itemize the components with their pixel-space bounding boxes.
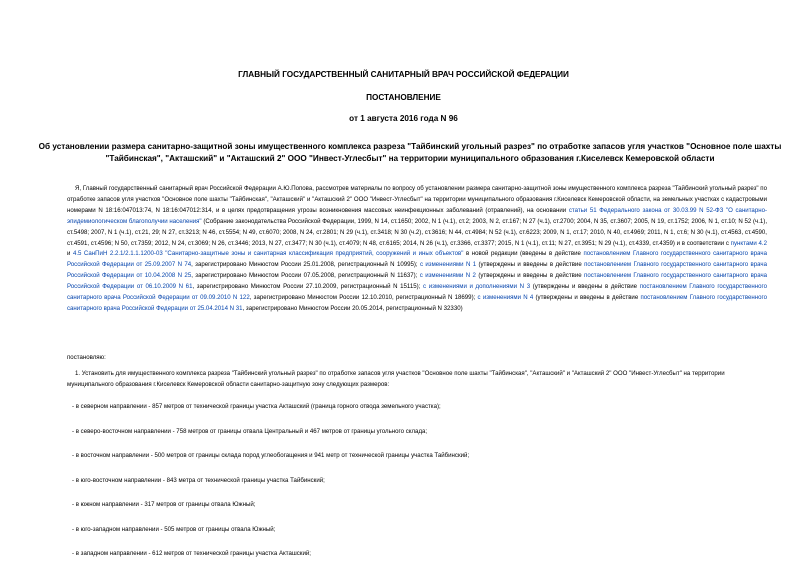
list-item: - в юго-западном направлении - 505 метров от границы отвала Южный; [72, 525, 276, 533]
link-sanpin-points-4-2[interactable]: пунктами 4.2 [730, 239, 767, 247]
preamble-text: , зарегистрировано Минюстом России 20.05.2014, регистрационный N 32330) [242, 304, 463, 312]
link-federal-law-art51[interactable]: статьи 51 Федерального закона от 30.03.99 N 52-ФЗ "О санитарно-эпидемиологическом благополучии населения" [67, 206, 767, 225]
list-item: - в юго-восточном направлении - 843 метра от технической границы участка Тайбинский; [72, 476, 325, 484]
preamble-text: , зарегистрировано Минюстом России 25.01.2008, регистрационный N 10995); [191, 261, 420, 269]
link-sanpin-4-5[interactable]: 4.5 СанПиН 2.2.1/2.1.1.1200-03 "Санитарно-защитные зоны и санитарная классификация предприятий, сооружений и иных объектов" [72, 250, 464, 258]
link-resolution-25[interactable]: постановлением Главного государственного санитарного врача Российской Федерации от 10.04.2008 N 25 [67, 261, 767, 280]
link-resolution-31[interactable]: постановлением Главного государственного санитарного врача Российской Федерации от 25.04.2014 N 31 [67, 294, 767, 312]
document-date-number: от 1 августа 2016 года N 96 [349, 114, 458, 123]
document-type: ПОСТАНОВЛЕНИЕ [366, 93, 441, 102]
link-amendments-4[interactable]: с изменениями N 4 [477, 294, 534, 302]
preamble-text: , зарегистрировано Минюстом России 07.05.2008, регистрационный N 11637); [191, 272, 420, 280]
preamble-text: в новой редакции (введены в действие [463, 250, 584, 258]
preamble-text: , зарегистрировано Минюстом России 12.10.2010, регистрационный N 18699); [249, 294, 478, 302]
link-amendments-3[interactable]: с изменениями и дополнениями N 3 [423, 283, 531, 291]
direction-list [72, 402, 469, 574]
preamble-text: (утверждены и введены в действие [475, 272, 585, 280]
document-title: Об установлении размера санитарно-защитной зоны имущественного комплекса разреза "Тайбинский угольный разрез" по отработке запасов угля участков "Основное поле шахты "Тайбинская", "Акташский" и "Акташский 2" ООО "Инвест-Углесбыт" на территории муниципального образования г.Киселевск Кемеровской области [38, 142, 782, 163]
preamble-text: (утверждены и введены в действие [530, 283, 640, 291]
list-item: - в западном направлении - 612 метров от технической границы участка Акташский; [72, 550, 311, 557]
link-resolution-61[interactable]: постановлением Главного государственного санитарного врача Российской Федерации от 06.10.2009 N 61 [67, 272, 768, 291]
preamble-text: и [67, 250, 73, 258]
link-amendments-2[interactable]: с изменениями N 2 [419, 272, 476, 280]
list-item: - в восточном направлении - 500 метров от границы склада пород углеобогащения и 941 метр от технической границы участка Тайбинский; [72, 452, 470, 459]
preamble-text: Я, Главный государственный санитарный врач Российской Федерации А.Ю.Попова, рассмотрев материалы по вопросу об установлении размера санитарно-защитной зоны имущественного комплекса разреза "Тайбинский угольный разрез" по отработке запасов угля участков "Основное поле шахты "Тайбинская", "Акташский" и "Акташский 2" ООО "Инвест-Углесбыт" на территории муниципального образования г.Киселевск Кемеровской области, на земельных участках с кадастровыми номерами N 18:16:047013:74, N 18:16:047012:314, и в целях предотвращения угрозы возникновения массовых неинфекционных заболеваний (отравлений), на основании [67, 185, 767, 214]
preamble-paragraph [67, 184, 767, 315]
issuing-authority: ГЛАВНЫЙ ГОСУДАРСТВЕННЫЙ САНИТАРНЫЙ ВРАЧ РОССИЙСКОЙ ФЕДЕРАЦИИ [238, 70, 569, 79]
preamble-text: , зарегистрировано Минюстом России 27.10.2009, регистрационный N 15115); [192, 283, 424, 291]
clause-1: 1. Установить для имущественного комплекса разреза "Тайбинский угольный разрез" по отработке запасов угля участков "Основное поле шахты "Тайбинская", "Акташский" и "Акташский 2" ООО "Инвест-Углесбыт" на территории муниципального образования г.Киселевск Кемеровской области санитарно-защитную зону следующих размеров: [67, 370, 725, 388]
link-amendments-1[interactable]: с изменениями N 1 [419, 261, 477, 269]
list-item: - в северо-восточном направлении - 758 метров от границы отвала Центральный и 467 метров от границы угольного склада; [72, 427, 428, 435]
link-resolution-122[interactable]: постановлением Главного государственного санитарного врача Российской Федерации от 09.09.2010 N 122 [67, 283, 768, 302]
preamble-text: (утверждены и введены в действие [533, 294, 641, 302]
list-item: - в северном направлении - 857 метров от технической границы участка Акташский (граница горного отвода земельного участка); [72, 403, 441, 410]
link-resolution-74[interactable]: постановлением Главного государственного санитарного врача Российской Федерации от 25.09.2007 N 74 [67, 250, 767, 269]
preamble-text: (утверждены и введены в действие [476, 261, 585, 269]
resolve-word: постановляю: [67, 354, 106, 361]
list-item: - в южном направлении - 317 метров от границы отвала Южный; [72, 501, 256, 508]
preamble-text: (Собрание законодательства Российской Федерации, 1999, N 14, ст.1650; 2002, N 1 (ч.1), ст.2; 2003, N 2, ст.167; N 27 (ч.1), ст.2700; 2004, N 35, ст.3607; 2005, N 19, ст.1752; 2006, N 1, ст.10; N 52 (ч.1), ст.5498; 2007, N 1 (ч.1), ст.21, 29; N 27, ст.3213; N 46, ст.5554; N 49, ст.6070; 2008, N 24, ст.2801; N 29 (ч.1), ст.3418; N 30 (ч.2), ст.3616; N 44, ст.4984; N 52 (ч.1), ст.6223; 2009, N 1, ст.17; 2010, N 40, ст.4969; 2011, N 1, ст.6; N 30 (ч.1), ст.4563, ст.4590, ст.4591, ст.4596; N 50, ст.7359; 2012, N 24, ст.3069; N 26, ст.3446; 2013, N 27, ст.3477; N 30 (ч.1), ст.4079; N 48, ст.6165; 2014, N 26 (ч.1), ст.3366, ст.3377; 2015, N 1 (ч.1), ст.11; N 27, ст.3951; N 29 (ч.1), ст.4339, ст.4359) и в соответствии с [67, 217, 768, 247]
